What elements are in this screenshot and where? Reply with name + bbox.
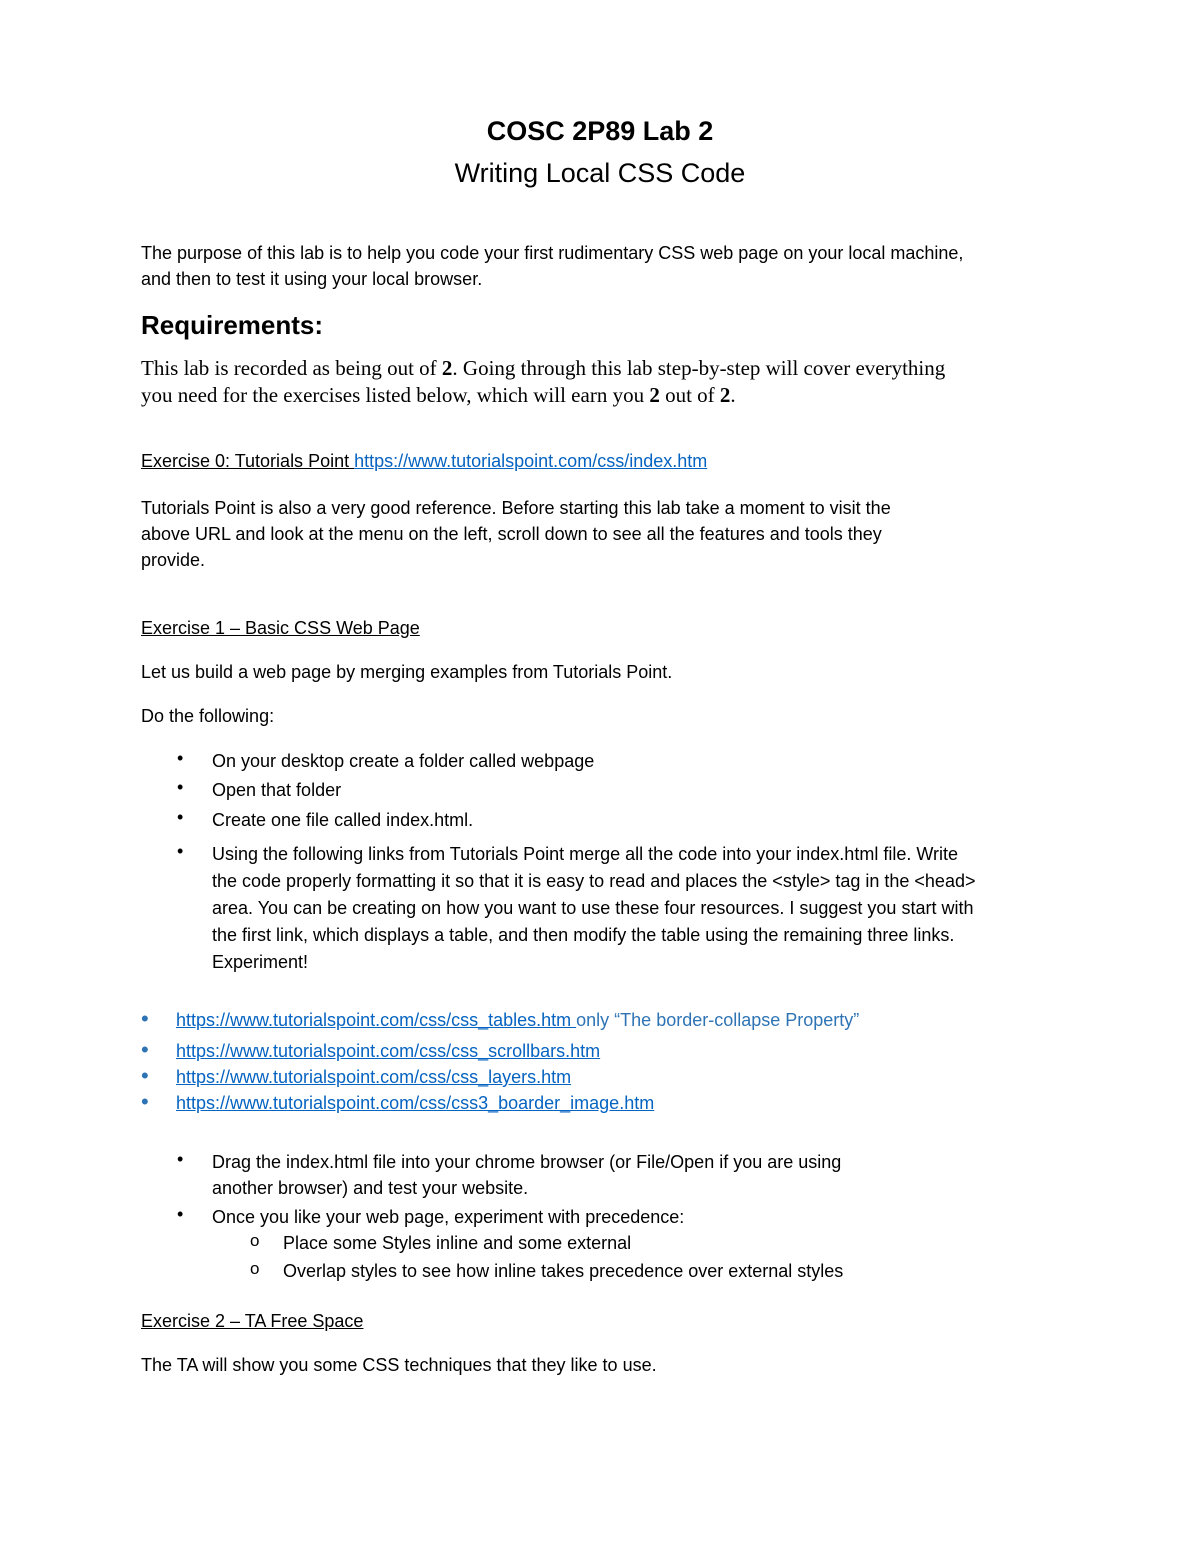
requirements-line: you need for the exercises listed below, which will earn you 2 out of 2. bbox=[141, 383, 736, 407]
intro-line: and then to test it using your local browser. bbox=[141, 269, 483, 289]
list-item-continued: area. You can be creating on how you want to use these four resources. I suggest you start with bbox=[212, 898, 974, 918]
bullet-icon: • bbox=[141, 1089, 149, 1114]
document-title: COSC 2P89 Lab 2 bbox=[486, 116, 714, 146]
list-item-continued: the first link, which displays a table, and then modify the table using the remaining three links. bbox=[212, 925, 955, 945]
list-item: Drag the index.html file into your chrome browser (or File/Open if you are using bbox=[212, 1152, 842, 1172]
bullet-icon: • bbox=[177, 748, 184, 768]
exercise-1-intro: Let us build a web page by merging examples from Tutorials Point. bbox=[141, 662, 673, 682]
resource-link-row bbox=[176, 1007, 859, 1033]
bullet-icon: • bbox=[177, 1149, 184, 1169]
list-item: Create one file called index.html. bbox=[212, 810, 474, 830]
list-item-continued: Experiment! bbox=[212, 952, 309, 972]
exercise-0-body-line: above URL and look at the menu on the left, scroll down to see all the features and tools they bbox=[141, 524, 882, 544]
list-item-continued: another browser) and test your website. bbox=[212, 1178, 529, 1198]
exercise-0-label: Exercise 0: Tutorials Point bbox=[141, 451, 355, 471]
bullet-icon: • bbox=[141, 1037, 149, 1062]
resource-link-note: only “The border-collapse Property” bbox=[576, 1010, 860, 1030]
resource-link-row bbox=[176, 1090, 654, 1116]
sub-list-item: Place some Styles inline and some external bbox=[283, 1233, 632, 1253]
resource-link[interactable]: https://www.tutorialspoint.com/css/css3_boarder_image.htm bbox=[176, 1093, 655, 1113]
exercise-1-do: Do the following: bbox=[141, 706, 275, 726]
bullet-icon: • bbox=[141, 1063, 149, 1088]
resource-link-row bbox=[176, 1064, 571, 1090]
exercise-0-body-line: provide. bbox=[141, 550, 206, 570]
resource-link[interactable]: https://www.tutorialspoint.com/css/css_tables.htm bbox=[176, 1010, 577, 1030]
bullet-icon: • bbox=[177, 777, 184, 797]
list-item: On your desktop create a folder called webpage bbox=[212, 751, 595, 771]
sub-bullet-icon: o bbox=[250, 1259, 260, 1278]
exercise-1-heading: Exercise 1 – Basic CSS Web Page bbox=[141, 618, 420, 638]
bullet-icon: • bbox=[177, 807, 184, 827]
sub-list-item: Overlap styles to see how inline takes precedence over external styles bbox=[283, 1261, 844, 1281]
requirements-heading: Requirements: bbox=[141, 310, 324, 340]
requirements-line: This lab is recorded as being out of 2. Going through this lab step-by-step will cover everything bbox=[141, 356, 946, 380]
resource-link[interactable]: https://www.tutorialspoint.com/css/css_scrollbars.htm bbox=[176, 1041, 601, 1061]
exercise-2-heading: Exercise 2 – TA Free Space bbox=[141, 1311, 364, 1331]
intro-line: The purpose of this lab is to help you code your first rudimentary CSS web page on your local machine, bbox=[141, 243, 964, 263]
list-item: Open that folder bbox=[212, 780, 342, 800]
exercise-0-heading bbox=[141, 448, 707, 474]
list-item: Using the following links from Tutorials Point merge all the code into your index.html file. Write bbox=[212, 844, 958, 864]
bullet-icon: • bbox=[177, 1204, 184, 1224]
exercise-0-body-line: Tutorials Point is also a very good reference. Before starting this lab take a moment to visit the bbox=[141, 498, 891, 518]
bullet-icon: • bbox=[177, 841, 184, 861]
sub-bullet-icon: o bbox=[250, 1231, 260, 1250]
exercise-2-body: The TA will show you some CSS techniques that they like to use. bbox=[141, 1355, 657, 1375]
exercise-0-link[interactable]: https://www.tutorialspoint.com/css/index.htm bbox=[354, 451, 708, 471]
bullet-icon: • bbox=[141, 1006, 149, 1031]
resource-link[interactable]: https://www.tutorialspoint.com/css/css_layers.htm bbox=[176, 1067, 572, 1087]
document-subtitle: Writing Local CSS Code bbox=[454, 158, 746, 188]
list-item-continued: the code properly formatting it so that it is easy to read and places the <style> tag in the <head> bbox=[212, 871, 976, 891]
resource-link-row bbox=[176, 1038, 600, 1064]
list-item: Once you like your web page, experiment with precedence: bbox=[212, 1207, 685, 1227]
